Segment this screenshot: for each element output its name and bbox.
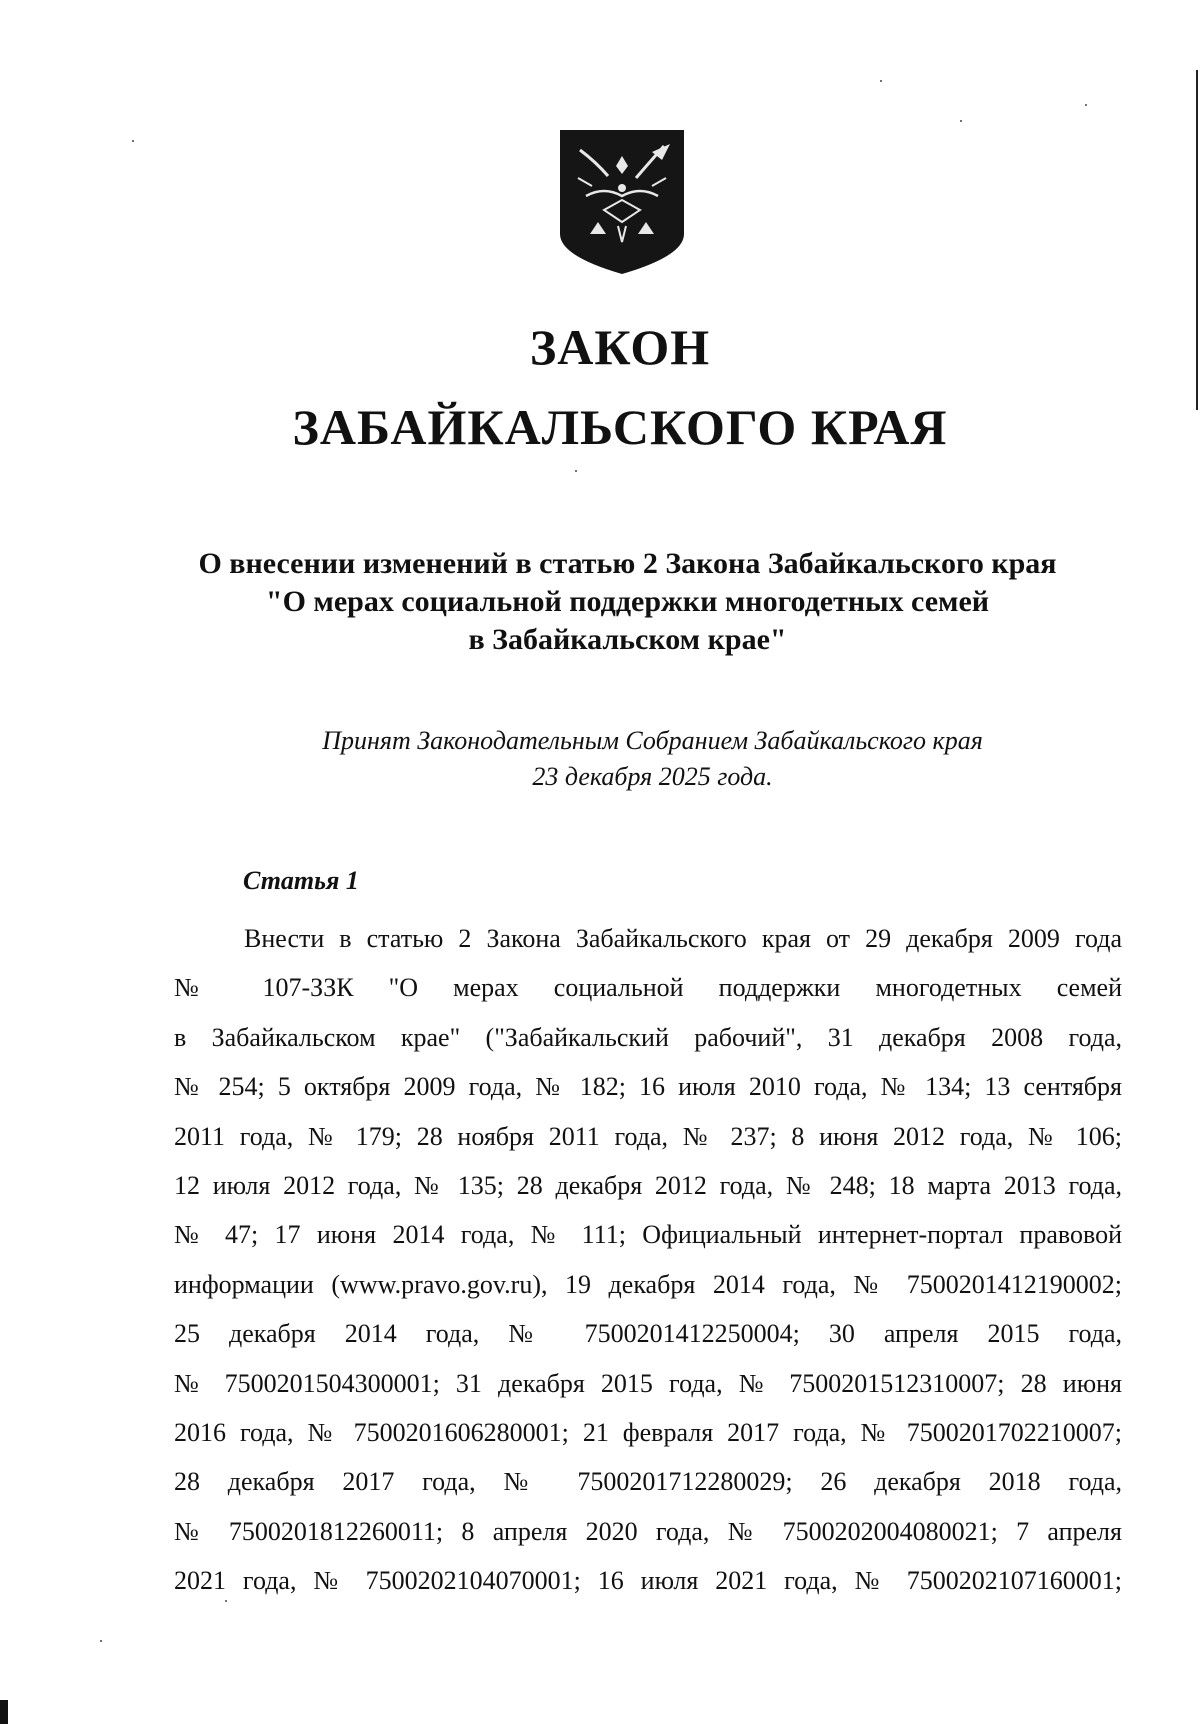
article-body-line: информации (www.pravo.gov.ru), 19 декабря 2014 года, № 7500201412190002; xyxy=(174,1269,1122,1299)
law-region-title: ЗАБАЙКАЛЬСКОГО КРАЯ xyxy=(292,399,948,455)
article-body-line: Внести в статью 2 Закона Забайкальского края от 29 декабря 2009 года xyxy=(244,924,1122,953)
law-subject-line: О внесении изменений в статью 2 Закона Забайкальского края xyxy=(198,547,1057,580)
article-body-line: 2011 года, № 179; 28 ноября 2011 года, № 237; 8 июня 2012 года, № 106; xyxy=(174,1121,1122,1151)
article-body-line: 25 декабря 2014 года, № 7500201412250004; 30 апреля 2015 года, xyxy=(174,1319,1122,1349)
scan-speck xyxy=(575,470,577,472)
article-body-line: № 7500201812260011; 8 апреля 2020 года, № 7500202004080021; 7 апреля xyxy=(174,1516,1122,1546)
law-subject-line: в Забайкальском крае" xyxy=(468,623,787,656)
article-body-line: 2016 года, № 7500201606280001; 21 февраля 2017 года, № 7500201702210007; xyxy=(174,1417,1122,1447)
law-title: ЗАКОН xyxy=(529,319,711,375)
adoption-note xyxy=(150,723,1155,795)
article-heading: Статья 1 xyxy=(243,866,359,895)
zabaykalsky-krai-coat-of-arms-icon xyxy=(556,126,688,276)
adoption-date: 23 декабря 2025 года. xyxy=(532,762,773,791)
scan-speck xyxy=(1085,104,1087,106)
article-body-line: 12 июля 2012 года, № 135; 28 декабря 2012 года, № 248; 18 марта 2013 года, xyxy=(174,1170,1122,1200)
adoption-note-line: Принят Законодательным Собранием Забайкальского края xyxy=(322,726,983,755)
article-body-line: 28 декабря 2017 года, № 7500201712280029; 26 декабря 2018 года, xyxy=(174,1467,1122,1497)
article-body-line: № 47; 17 июня 2014 года, № 111; Официальный интернет-портал правовой xyxy=(174,1220,1122,1250)
article-body-line: № 254; 5 октября 2009 года, № 182; 16 июля 2010 года, № 134; 13 сентября xyxy=(174,1072,1122,1102)
article-body-line: № 107-ЗЗК "О мерах социальной поддержки многодетных семей xyxy=(174,973,1122,1003)
scan-corner-artifact xyxy=(0,1700,8,1724)
scan-speck xyxy=(100,1640,102,1642)
article-body-line: 2021 года, № 7500202104070001; 16 июля 2021 года, № 7500202107160001; xyxy=(174,1566,1122,1596)
law-subject xyxy=(150,545,1105,659)
scan-speck xyxy=(960,120,962,122)
article-body xyxy=(174,914,1122,1605)
scan-speck xyxy=(132,140,134,142)
article-body-line: в Забайкальском крае" ("Забайкальский рабочий", 31 декабря 2008 года, xyxy=(174,1022,1122,1052)
article-body-line: № 7500201504300001; 31 декабря 2015 года, № 7500201512310007; 28 июня xyxy=(174,1368,1122,1398)
law-subject-line: "О мерах социальной поддержки многодетных семей xyxy=(265,585,990,618)
scan-speck xyxy=(880,80,882,82)
